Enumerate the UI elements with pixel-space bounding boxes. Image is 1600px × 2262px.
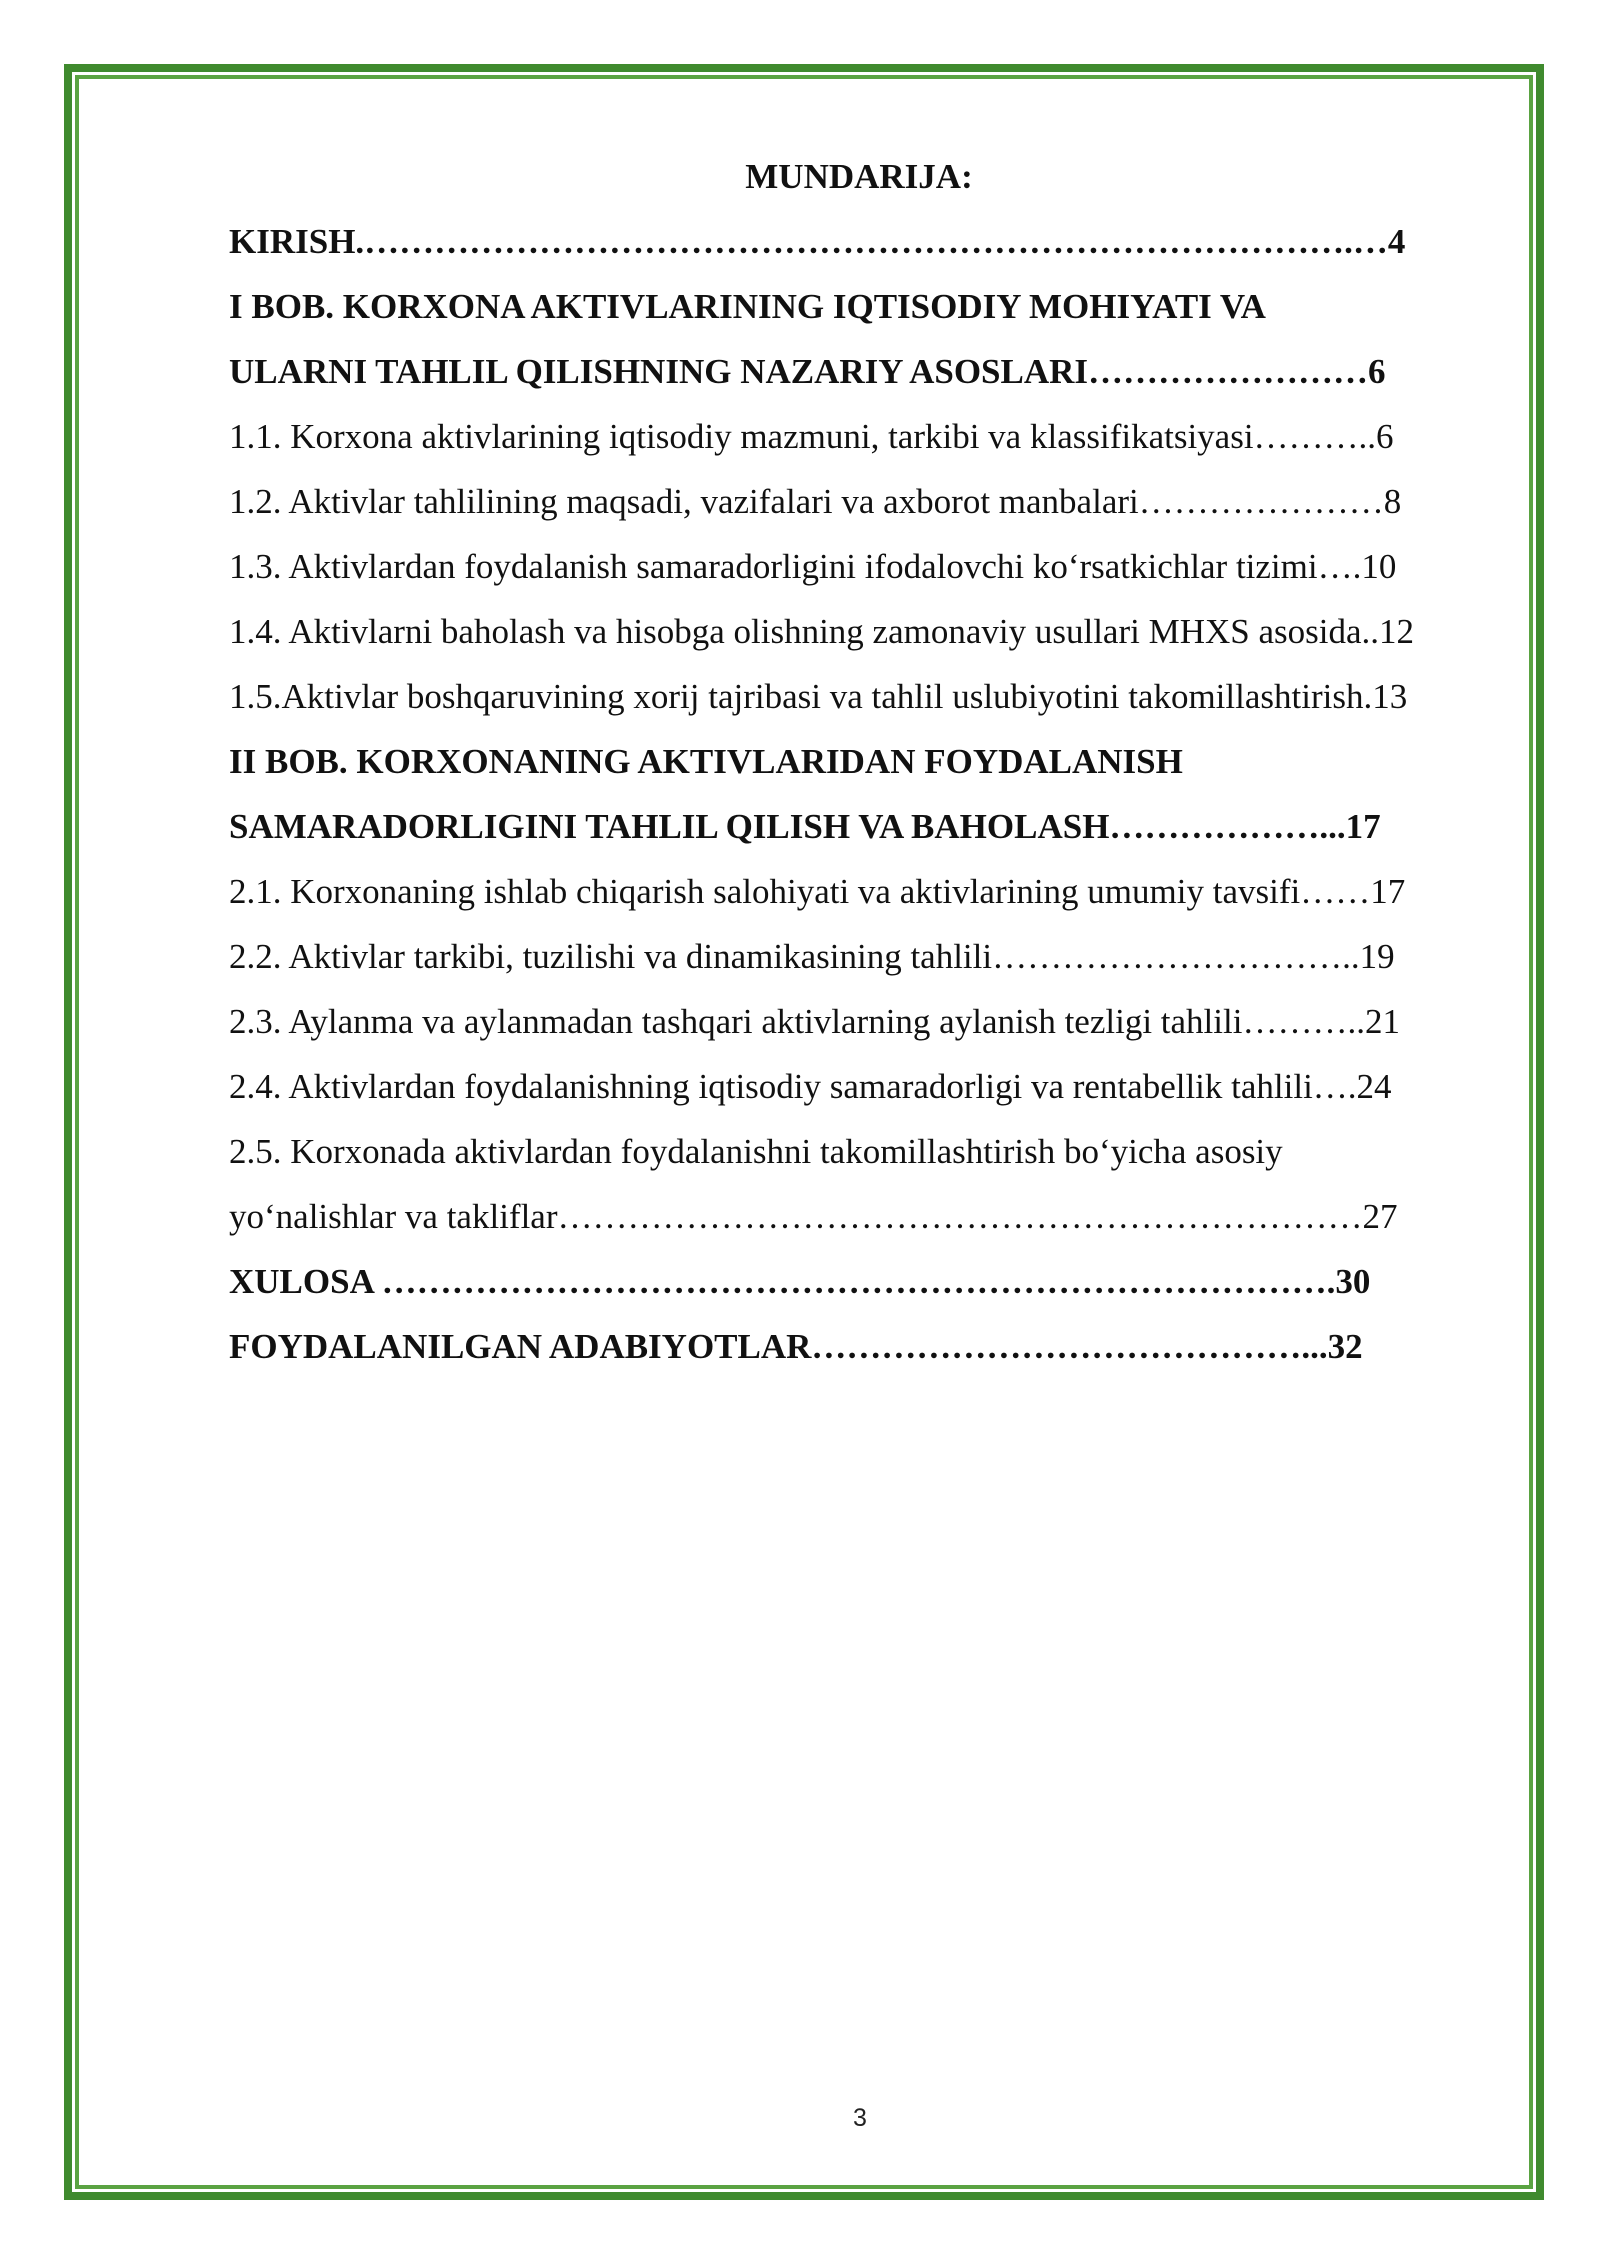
toc-entry-adabiyotlar: FOYDALANILGAN ADABIYOTLAR……………………………………...32: [229, 1327, 1363, 1366]
toc-entry-1-3: 1.3. Aktivlardan foydalanish samaradorligini ifodalovchi ko‘rsatkichlar tizimi….10: [229, 547, 1397, 586]
toc-entry-kirish: KIRISH.………………………………………………………………………….…4: [229, 222, 1406, 261]
toc-entry-2-1: 2.1. Korxonaning ishlab chiqarish salohiyati va aktivlarining umumiy tavsifi……17: [229, 872, 1406, 911]
page-number: 3: [853, 2104, 867, 2132]
toc-entry-1-5: 1.5.Aktivlar boshqaruvining xorij tajribasi va tahlil uslubiyotini takomillashtirish.13: [229, 677, 1408, 716]
toc-entry-1-2: 1.2. Aktivlar tahlilining maqsadi, vazifalari va axborot manbalari…………………8: [229, 482, 1402, 521]
toc-entry-2-4: 2.4. Aktivlardan foydalanishning iqtisodiy samaradorligi va rentabellik tahlili….24: [229, 1067, 1392, 1106]
toc-entry-1-4: 1.4. Aktivlarni baholash va hisobga olishning zamonaviy usullari MHXS asosida..12: [229, 612, 1415, 651]
toc-chapter-1-heading: I BOB. KORXONA AKTIVLARINING IQTISODIY MOHIYATI VA: [229, 287, 1266, 326]
toc-chapter-2-heading-cont: SAMARADORLIGINI TAHLIL QILISH VA BAHOLASH………………...17: [229, 807, 1381, 846]
toc-chapter-2-heading: II BOB. KORXONANING AKTIVLARIDAN FOYDALANISH: [229, 742, 1183, 781]
toc-title: MUNDARIJA:: [745, 157, 973, 196]
toc-entry-2-3: 2.3. Aylanma va aylanmadan tashqari aktivlarning aylanish tezligi tahlili………..21: [229, 1002, 1400, 1041]
toc-entry-2-2: 2.2. Aktivlar tarkibi, tuzilishi va dinamikasining tahlili…………………………..19: [229, 937, 1395, 976]
toc-entry-xulosa: XULOSA ……………………………………………………………………….30: [229, 1262, 1371, 1301]
toc-chapter-1-heading-cont: ULARNI TAHLIL QILISHNING NAZARIY ASOSLARI……………………6: [229, 352, 1386, 391]
table-of-contents: [229, 145, 1489, 1379]
toc-entry-2-5-cont: yo‘nalishlar va takliflar……………………………………………………………27: [229, 1197, 1398, 1236]
toc-entry-2-5: 2.5. Korxonada aktivlardan foydalanishni takomillashtirish bo‘yicha asosiy: [229, 1132, 1283, 1171]
toc-entry-1-1: 1.1. Korxona aktivlarining iqtisodiy mazmuni, tarkibi va klassifikatsiyasi………..6: [229, 417, 1394, 456]
